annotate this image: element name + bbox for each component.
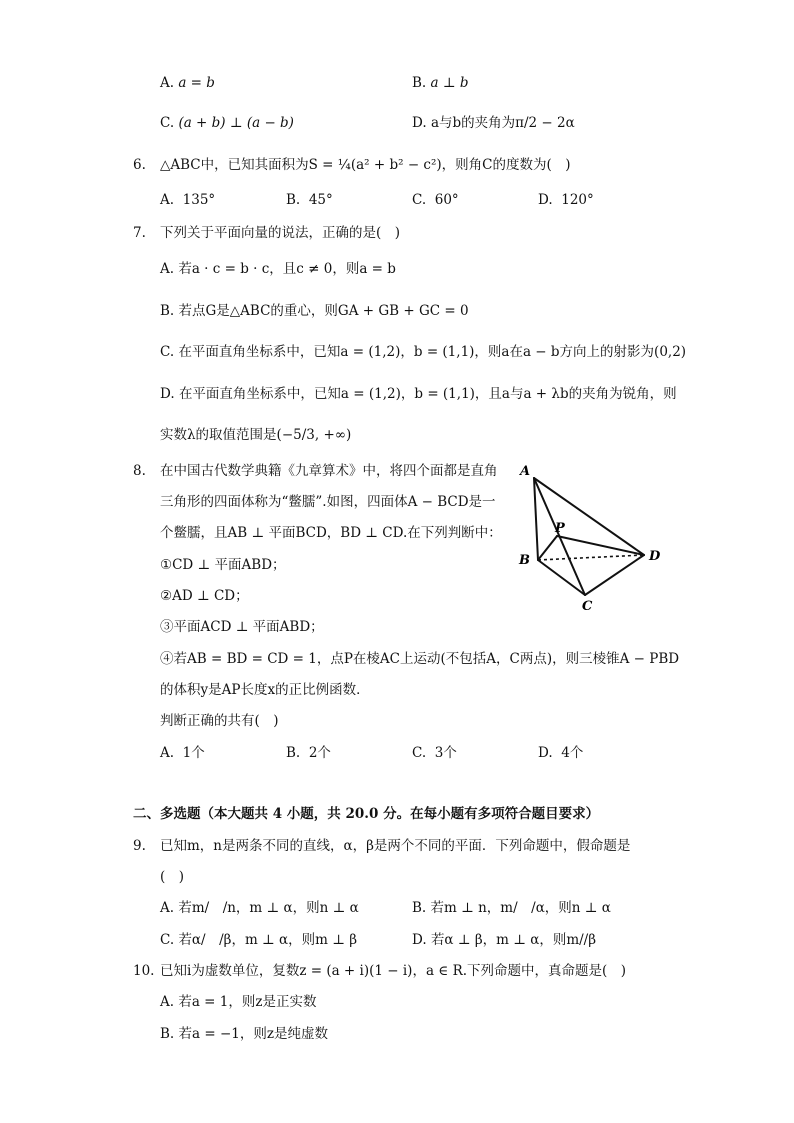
q9-option-d: D. 若α ⊥ β，m ⊥ α，则m//β <box>412 932 597 948</box>
q10-option-b: B. 若a = −1，则z是纯虚数 <box>160 1026 328 1042</box>
q8-judgement-4-cont: 的体积y是AP长度x的正比例函数． <box>160 682 370 698</box>
edge-ab <box>534 478 538 560</box>
q7-option-d: D. 在平面直角坐标系中，已知a = (1,2)，b = (1,1)，且a与a + λb的夹角为锐角，则 <box>160 386 677 402</box>
q7-option-a: A. 若a · c = b · c，且c ≠ 0，则a = b <box>160 261 396 277</box>
label-b: B <box>519 553 530 568</box>
tetrahedron-figure <box>512 458 672 614</box>
section-2-title: 二、多选题（本大题共 4 小题，共 20.0 分。在每小题有多项符合题目要求） <box>133 806 600 822</box>
q8-judgement-3: ③平面ACD ⊥ 平面ABD； <box>160 619 324 635</box>
q10-stem: 已知i为虚数单位，复数z = (a + i)(1 − i)，a ∈ R.下列命题中，真命题是( ) <box>160 963 627 979</box>
q8-judgement-1: ①CD ⊥ 平面ABD； <box>160 557 286 573</box>
q7-option-c: C. 在平面直角坐标系中，已知a = (1,2)，b = (1,1)，则a在a − b方向上的射影为(0,2) <box>160 344 687 360</box>
q8-line-1: 在中国古代数学典籍《九章算术》中，将四个面都是直角 <box>160 463 498 479</box>
q7-option-d-cont: 实数λ的取值范围是(−5/3, +∞) <box>160 427 352 443</box>
q8-option-a: A. 1个 <box>160 745 205 761</box>
q8-question: 判断正确的共有( ) <box>160 713 279 729</box>
q8-line-2: 三角形的四面体称为“鳖臑”.如图，四面体A − BCD是一 <box>160 494 496 510</box>
q5-option-c: C. (a + b) ⊥ (a − b) <box>160 115 294 131</box>
q5-option-a: A. a = b <box>160 75 215 91</box>
q8-judgement-2: ②AD ⊥ CD； <box>160 588 249 604</box>
q9-option-c: C. 若α/ /β，m ⊥ α，则m ⊥ β <box>160 932 358 948</box>
q10-option-a: A. 若a = 1，则z是正实数 <box>160 994 317 1010</box>
q10-number: 10. <box>133 963 155 979</box>
q9-option-a: A. 若m/ /n，m ⊥ α，则n ⊥ α <box>160 900 359 916</box>
q5-option-d: D. a与b的夹角为π/2 − 2α <box>412 115 575 131</box>
q8-option-d: D. 4个 <box>538 745 584 761</box>
label-a: A <box>520 464 531 479</box>
q8-option-c: C. 3个 <box>412 745 457 761</box>
q9-stem: 已知m，n是两条不同的直线，α，β是两个不同的平面．下列命题中，假命题是 <box>160 838 631 854</box>
edge-bp <box>538 536 557 560</box>
edge-cd <box>585 555 644 595</box>
q6-number: 6. <box>133 157 146 173</box>
q6-option-c: C. 60° <box>412 192 459 208</box>
q7-option-b: B. 若点G是△ABC的重心，则GA + GB + GC = 0 <box>160 303 469 319</box>
q7-number: 7. <box>133 225 146 241</box>
label-p: P <box>555 521 565 536</box>
label-d: D <box>649 549 661 564</box>
q8-judgement-4: ④若AB = BD = CD = 1，点P在棱AC上运动(不包括A，C两点)，则三棱锥A − PBD <box>160 651 680 667</box>
q6-option-a: A. 135° <box>160 192 216 208</box>
q8-number: 8. <box>133 463 146 479</box>
q9-number: 9. <box>133 838 146 854</box>
q9-option-b: B. 若m ⊥ n，m/ /α，则n ⊥ α <box>412 900 611 916</box>
q6-stem: △ABC中，已知其面积为S = ¼(a² + b² − c²)，则角C的度数为( ) <box>160 157 571 173</box>
q6-option-d: D. 120° <box>538 192 594 208</box>
edge-bd-hidden <box>538 555 644 560</box>
q9-paren: ( ) <box>160 869 185 885</box>
q8-option-b: B. 2个 <box>286 745 331 761</box>
q6-option-b: B. 45° <box>286 192 333 208</box>
q5-option-b: B. a ⊥ b <box>412 75 469 91</box>
q8-line-3: 个鳖臑，且AB ⊥ 平面BCD，BD ⊥ CD.在下列判断中： <box>160 525 502 541</box>
label-c: C <box>582 599 593 614</box>
q7-stem: 下列关于平面向量的说法，正确的是( ) <box>160 225 401 241</box>
